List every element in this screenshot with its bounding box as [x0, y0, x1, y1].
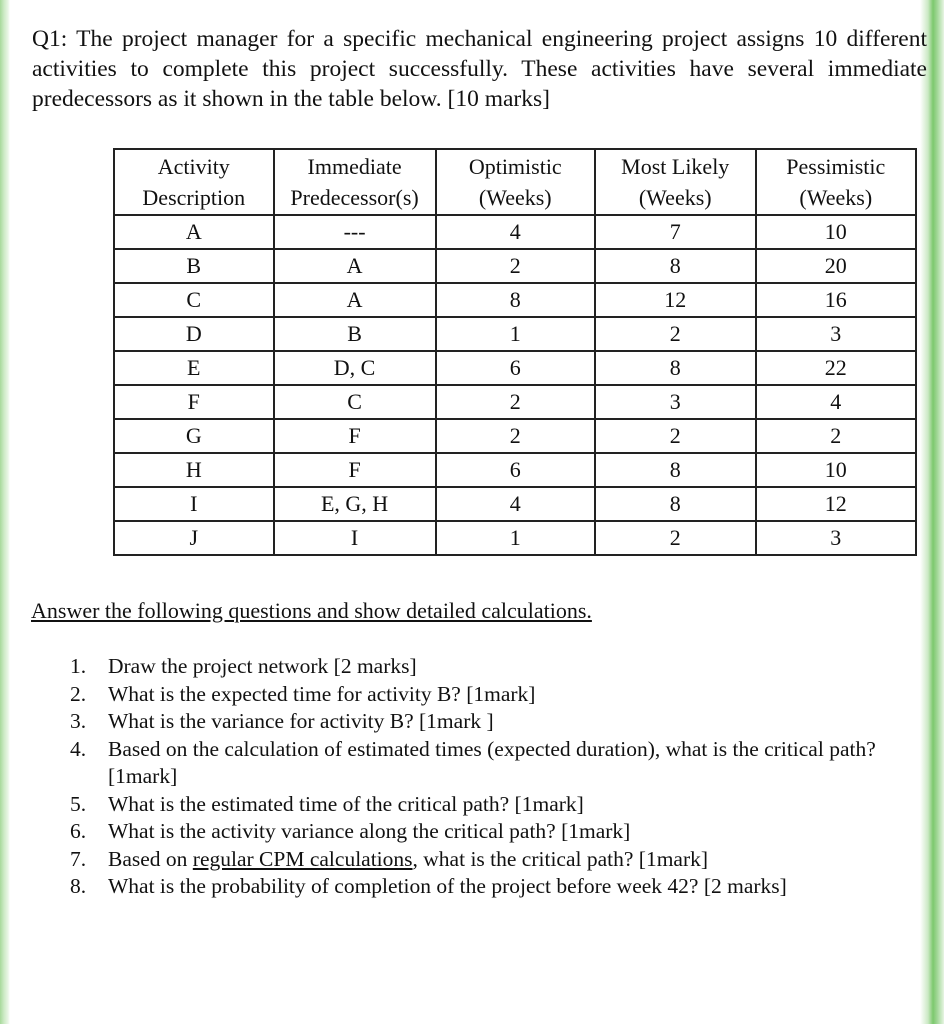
- table-row: [114, 283, 916, 317]
- activity-table: [113, 148, 917, 556]
- optimistic-cell: 8: [436, 283, 595, 317]
- most-likely-cell: 2: [595, 419, 756, 453]
- optimistic-cell: 6: [436, 351, 595, 385]
- activity-cell: I: [114, 487, 274, 521]
- table-row: [114, 385, 916, 419]
- most-likely-cell: 8: [595, 249, 756, 283]
- table-row: [114, 215, 916, 249]
- question-text: What is the estimated time of the critical path? [1mark]: [108, 791, 584, 816]
- question-list: [70, 653, 905, 901]
- question-number: 1.: [70, 654, 87, 678]
- pessimistic-cell: 20: [756, 249, 916, 283]
- header-optimistic-weeks: Optimistic (Weeks): [436, 149, 595, 215]
- most-likely-cell: 8: [595, 487, 756, 521]
- predecessor-cell: ---: [274, 215, 436, 249]
- most-likely-cell: 3: [595, 385, 756, 419]
- table-row: [114, 317, 916, 351]
- table-row: [114, 249, 916, 283]
- activity-cell: H: [114, 453, 274, 487]
- question-item: [70, 791, 905, 819]
- table-row: [114, 453, 916, 487]
- predecessor-cell: I: [274, 521, 436, 555]
- table-header-row: [114, 149, 916, 215]
- most-likely-cell: 8: [595, 453, 756, 487]
- question-text: What is the variance for activity B? [1mark ]: [108, 709, 494, 733]
- optimistic-cell: 2: [436, 249, 595, 283]
- question-number: 2.: [70, 681, 87, 706]
- pessimistic-cell: 3: [756, 317, 916, 351]
- predecessor-cell: F: [274, 453, 436, 487]
- pessimistic-cell: 10: [756, 215, 916, 249]
- question-number: 6.: [70, 819, 87, 843]
- predecessor-cell: C: [274, 385, 436, 419]
- predecessor-cell: F: [274, 419, 436, 453]
- most-likely-cell: 2: [595, 521, 756, 555]
- question-text-part: Based on: [108, 846, 193, 871]
- table-row: [114, 419, 916, 453]
- pessimistic-cell: 22: [756, 351, 916, 385]
- question-text-part: , what is the critical path? [1mark]: [412, 846, 709, 871]
- question-text: What is the probability of completion of the project before week 42? [2 marks]: [108, 874, 787, 898]
- question-number: 3.: [70, 709, 87, 733]
- activity-cell: G: [114, 419, 274, 453]
- table-row: [114, 487, 916, 521]
- pessimistic-cell: 2: [756, 419, 916, 453]
- optimistic-cell: 2: [436, 385, 595, 419]
- question-item: [70, 681, 905, 709]
- pessimistic-cell: 10: [756, 453, 916, 487]
- header-activity-description: Activity Description: [114, 149, 274, 215]
- optimistic-cell: 4: [436, 215, 595, 249]
- table-row: [114, 521, 916, 555]
- predecessor-cell: A: [274, 283, 436, 317]
- question-item: [70, 736, 905, 791]
- predecessor-cell: D, C: [274, 351, 436, 385]
- question-number: 8.: [70, 874, 87, 898]
- predecessor-cell: B: [274, 317, 436, 351]
- activity-cell: C: [114, 283, 274, 317]
- left-border-decoration: [0, 0, 10, 1024]
- optimistic-cell: 4: [436, 487, 595, 521]
- header-immediate-predecessors: Immediate Predecessor(s): [274, 149, 436, 215]
- question-number: 4.: [70, 736, 87, 761]
- optimistic-cell: 2: [436, 419, 595, 453]
- question-text: Based on the calculation of estimated times (expected duration), what is the critical path? [1mark]: [108, 736, 876, 788]
- pessimistic-cell: 4: [756, 385, 916, 419]
- most-likely-cell: 8: [595, 351, 756, 385]
- activity-cell: D: [114, 317, 274, 351]
- question-number: 7.: [70, 846, 87, 871]
- most-likely-cell: 12: [595, 283, 756, 317]
- question-text: Draw the project network [2 marks]: [108, 654, 417, 678]
- predecessor-cell: A: [274, 249, 436, 283]
- question-item: [70, 708, 905, 736]
- most-likely-cell: 7: [595, 215, 756, 249]
- right-border-decoration: [920, 0, 944, 1024]
- question-text: Q1: The project manager for a specific mechanical engineering project assigns 10 different activities to complete this project successfully. These activities have several immediate predecessors as it shown in the table below. [10 marks]: [32, 26, 927, 112]
- pessimistic-cell: 12: [756, 487, 916, 521]
- question-item: [70, 846, 905, 874]
- most-likely-cell: 2: [595, 317, 756, 351]
- pessimistic-cell: 3: [756, 521, 916, 555]
- question-text: What is the activity variance along the critical path? [1mark]: [108, 819, 631, 843]
- activity-cell: E: [114, 351, 274, 385]
- question-number: 5.: [70, 791, 87, 816]
- optimistic-cell: 6: [436, 453, 595, 487]
- activity-cell: F: [114, 385, 274, 419]
- instructions-heading: Answer the following questions and show detailed calculations.: [31, 598, 592, 623]
- optimistic-cell: 1: [436, 521, 595, 555]
- question-item: [70, 873, 905, 901]
- table-row: [114, 351, 916, 385]
- header-pessimistic-weeks: Pessimistic (Weeks): [756, 149, 916, 215]
- predecessor-cell: E, G, H: [274, 487, 436, 521]
- underlined-phrase: regular CPM calculations: [192, 846, 413, 871]
- header-most-likely-weeks: Most Likely (Weeks): [595, 149, 756, 215]
- question-item: [70, 818, 905, 846]
- question-text: What is the expected time for activity B? [1mark]: [108, 681, 536, 706]
- activity-cell: B: [114, 249, 274, 283]
- activity-cell: J: [114, 521, 274, 555]
- activity-cell: A: [114, 215, 274, 249]
- optimistic-cell: 1: [436, 317, 595, 351]
- question-item: [70, 653, 905, 681]
- pessimistic-cell: 16: [756, 283, 916, 317]
